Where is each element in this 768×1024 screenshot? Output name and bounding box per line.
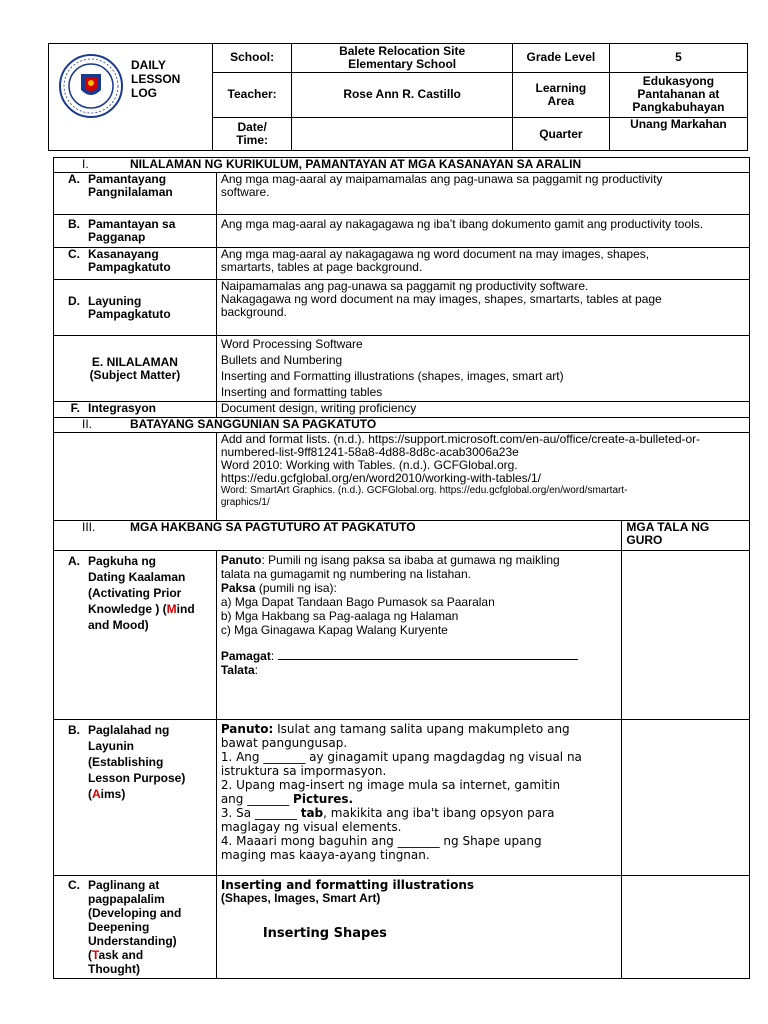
notes-a	[622, 551, 750, 720]
grade-value: 5	[609, 44, 747, 73]
quarter-value: Unang Markahan	[609, 118, 747, 151]
teacher-label: Teacher:	[212, 72, 291, 117]
activity-c-content: Inserting and formatting illustrations (Shapes, Images, Smart Art) Inserting Shapes	[216, 876, 622, 979]
area-value: Edukasyong Pantahanan at Pangkabuhayan	[609, 72, 747, 117]
logo-cell	[49, 44, 213, 151]
notes-c	[622, 876, 750, 979]
row-integrasyon: F. Integrasyon Document design, writing proficiency	[54, 402, 750, 418]
daily-lesson-log-title: DAILY LESSON LOG	[131, 58, 181, 100]
date-value	[292, 118, 513, 151]
row-layuning-pampagkatuto: D. Layuning Pampagkatuto Naipamamalas ang pag-unawa sa paggamit ng productivity software. Nakagagawa ng word document na may images, shapes, smartarts, tables at page background.	[54, 280, 750, 336]
row-nilalaman: E. NILALAMAN (Subject Matter) Word Processing Software Bullets and Numbering Inserting and Formatting illustrations (shapes, images, smart art) Inserting and formatting tables	[54, 336, 750, 402]
row-kasanayang-pampagkatuto: C. Kasanayang Pampagkatuto Ang mga mag-aaral ay nakagagawa ng word document na may images, shapes, smartarts, tables at page background.	[54, 248, 750, 280]
section-1-header: I. NILALAMAN NG KURIKULUM, PAMANTAYAN AT MGA KASANAYAN SA ARALIN	[54, 158, 750, 173]
row-paglalahad-ng-layunin: B. Paglalahad ng Layunin (Establishing Lesson Purpose) (Aims) Panuto: Isulat ang tamang salita upang makumpleto ang bawat pangungusap. 1. Ang _______ ay ginagamit upang magdagdag ng visual na istruktura sa impormasyon. 2. Upang mag-insert ng image mula sa internet, gamitin ang _______ Pictures. 3. Sa _______ tab, makikita ang iba't ibang opsyon para maglagay ng visual elements. 4. Maaari mong baguhin ang _______ ng Shape upang maging mas kaaya-ayang tingnan.	[54, 720, 750, 876]
section-2-header: II. BATAYANG SANGGUNIAN SA PAGKATUTO	[54, 418, 750, 433]
row-sanggunian	[54, 433, 750, 521]
date-label: Date/ Time:	[212, 118, 291, 151]
section-3-header: III. MGA HAKBANG SA PAGTUTURO AT PAGKATUTO MGA TALA NG GURO	[54, 521, 750, 551]
school-value: Balete Relocation Site Elementary School	[292, 44, 513, 73]
row-paglinang-at-pagpapalalim: C. Paglinang at pagpapalalim (Developing and Deepening Understanding) (Task and Thought) Inserting and formatting illustrations (Shapes, Images, Smart Art) Inserting Shapes	[54, 876, 750, 979]
references: Add and format lists. (n.d.). https://support.microsoft.com/en-au/office/create-a-bulleted-or- numbered-list-9ff81241-58a8-4d88-8d8c-acab3006a23e Word 2010: Working with Tables. (n.d.). GCFGlobal.org. https://edu.gcfglobal.org/en/word2010/working-with-tables/1/ Word: SmartArt Graphics. (n.d.). GCFGlobal.org. https://edu.gcfglobal.org/en/word/smartart- graphics/1/	[216, 433, 749, 521]
quarter-label: Quarter	[512, 118, 609, 151]
grade-label: Grade Level	[512, 44, 609, 73]
activity-a-content: Panuto: Pumili ng isang paksa sa ibaba at gumawa ng maikling talata na gumagamit ng numbering na listahan. Paksa (pumili ng isa): a) Mga Dapat Tandaan Bago Pumasok sa Paaralan b) Mga Hakbang sa Pag-aalaga ng Halaman c) Mga Ginagawa Kapag Walang Kuryente Pamagat: Talata:	[216, 551, 622, 720]
row-pagkuha-ng-dating-kaalaman: A. Pagkuha ng Dating Kaalaman (Activating Prior Knowledge ) (Mind and Mood) Panuto: Pumili ng isang paksa sa ibaba at gumawa ng maikling talata na gumagamit ng numbering na listahan. Paksa (pumili ng isa): a) Mga Dapat Tandaan Bago Pumasok sa Paaralan b) Mga Hakbang sa Pag-aalaga ng Halaman c) Mga Ginagawa Kapag Walang Kuryente Pamagat: Talata:	[54, 551, 750, 720]
row-pamantayang-pangnilalaman: A. Pamantayang Pangnilalaman Ang mga mag-aaral ay maipamamalas ang pag-unawa sa paggamit ng productivity software.	[54, 173, 750, 215]
area-label: Learning Area	[512, 72, 609, 117]
lesson-table	[53, 157, 750, 979]
row-pamantayan-sa-pagganap: B. Pamantayan sa Pagganap Ang mga mag-aaral ay nakagagawa ng iba’t ibang dokumento gamit ang productivity tools.	[54, 215, 750, 248]
deped-seal-icon	[59, 54, 123, 118]
header-table	[48, 43, 748, 151]
notes-header: MGA TALA NG GURO	[622, 521, 750, 551]
pamagat-blank	[278, 649, 578, 660]
activity-b-content: Panuto: Isulat ang tamang salita upang makumpleto ang bawat pangungusap. 1. Ang _______ ay ginagamit upang magdagdag ng visual na istruktura sa impormasyon. 2. Upang mag-insert ng image mula sa internet, gamitin ang _______ Pictures. 3. Sa _______ tab, makikita ang iba't ibang opsyon para maglagay ng visual elements. 4. Maaari mong baguhin ang _______ ng Shape upang maging mas kaaya-ayang tingnan.	[216, 720, 622, 876]
teacher-value: Rose Ann R. Castillo	[292, 72, 513, 117]
notes-b	[622, 720, 750, 876]
school-label: School:	[212, 44, 291, 73]
